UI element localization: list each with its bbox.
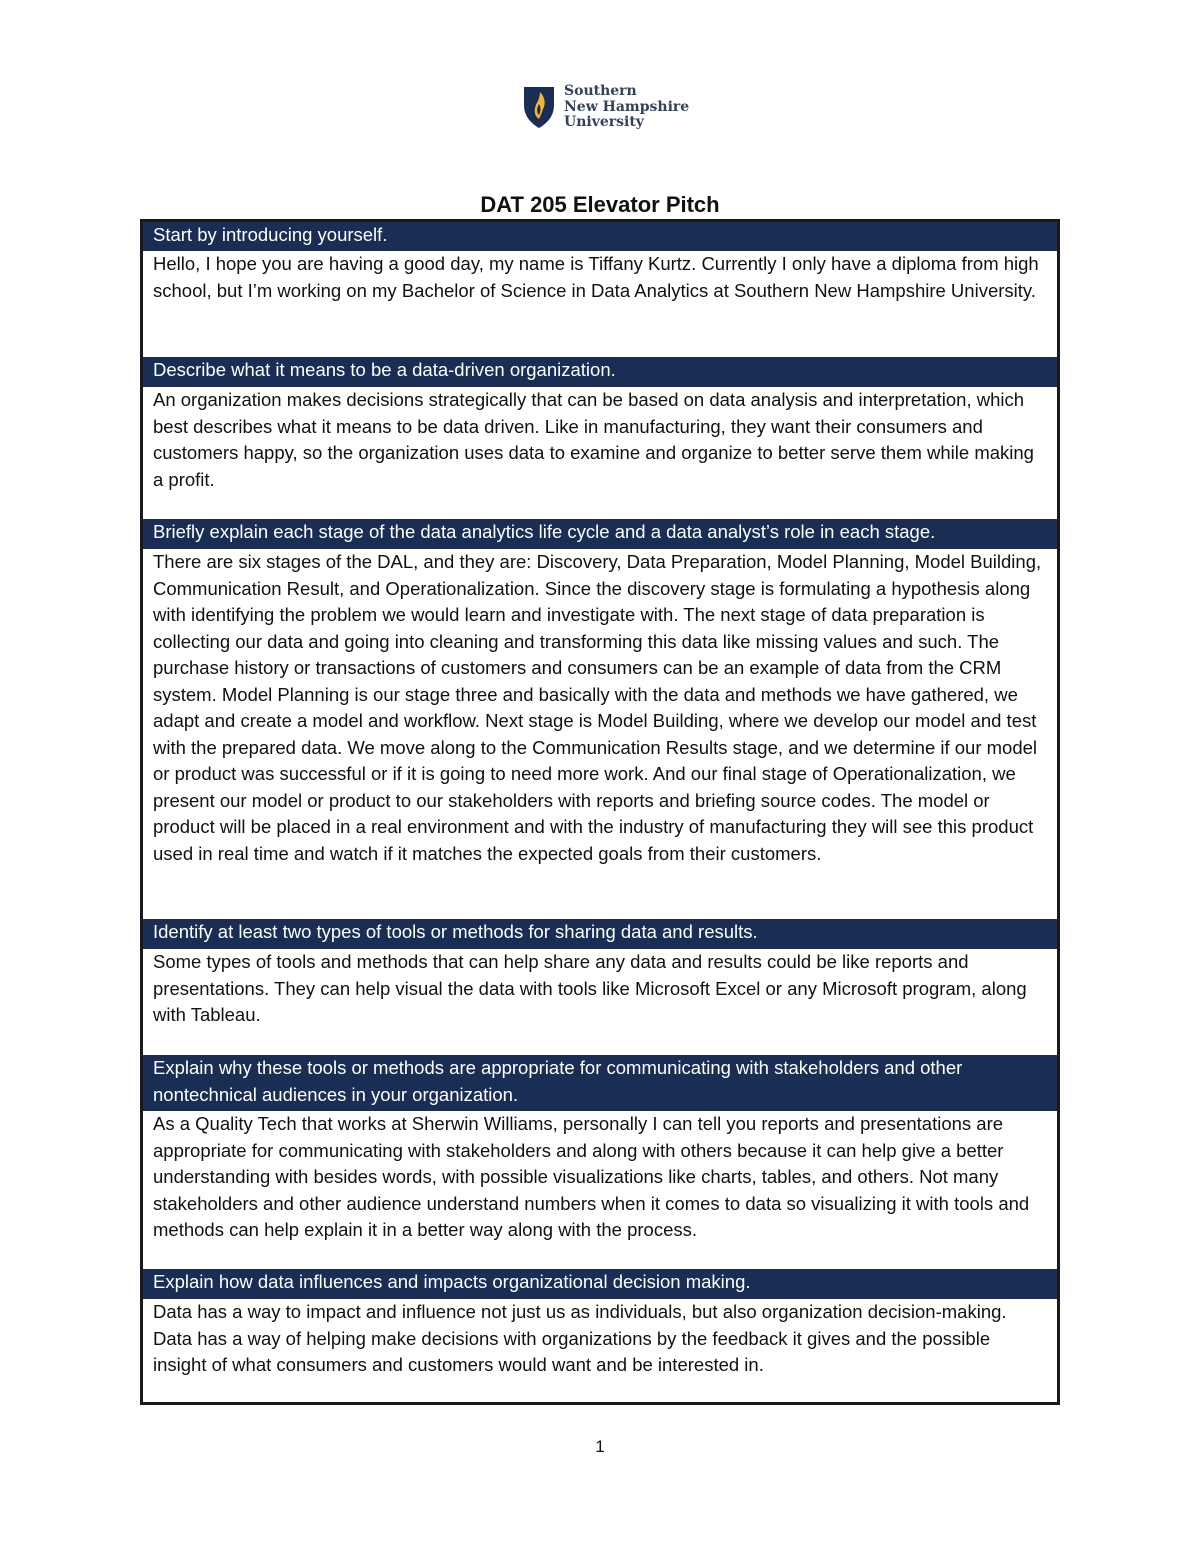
logo-line-3: University [564,114,644,130]
university-logo [522,84,689,131]
answer-life-cycle: There are six stages of the DAL, and they are: Discovery, Data Preparation, Model Planning, Model Building, Communication Result, and Operationalization. Since the discovery stage is formulating a hypothesis along with identifying the problem we would learn and investigate with. The next stage of data preparation is collecting our data and going into cleaning and transforming this data like missing values and such. The purchase history or transactions of customers and consumers can be an example of data from the CRM system. Model Planning is our stage three and basically with the data and methods we have gathered, we adapt and create a model and workflow. Next stage is Model Building, where we develop our model and test with the prepared data. We move along to the Communication Results stage, and we determine if our model or product was successful or if it is going to need more work. And our final stage of Operationalization, we present our model or product to our stakeholders with reports and briefing source codes. The model or product will be placed in a real environment and with the industry of manufacturing they will see this product used in real time and watch if it matches the expected goals from their customers. [153,551,1042,864]
question-header-sharing-tools: Identify at least two types of tools or methods for sharing data and results. [143,919,1057,949]
question-header-life-cycle: Briefly explain each stage of the data analytics life cycle and a data analyst’s role in each stage. [143,519,1057,549]
document-title: DAT 205 Elevator Pitch [480,192,720,217]
shield-flame-icon [522,85,556,129]
answer-stakeholders: As a Quality Tech that works at Sherwin Williams, personally I can tell you reports and presentations are appropriate for communicating with stakeholders and along with others because it can help give a better understanding with besides words, with possible visualizations like charts, tables, and others. Not many stakeholders and other audience understand numbers when it comes to data so visualizing it with tools and methods can help explain it in a better way along with the process. [153,1113,1030,1240]
question-header-introduce: Start by introducing yourself. [143,222,1057,251]
page-number: 1 [595,1437,605,1456]
logo-wordmark [564,84,689,131]
elevator-pitch-table [140,219,1060,1405]
logo-line-1: Southern [564,83,637,99]
answer-decision-making: Data has a way to impact and influence not just us as individuals, but also organization decision-making. Data has a way of helping make decisions with organizations by the feedback it gives and the possible insight of what consumers and customers would want and be interested in. [153,1301,1007,1375]
answer-data-driven: An organization makes decisions strategically that can be based on data analysis and interpretation, which best describes what it means to be data driven. Like in manufacturing, they want their consumers and customers happy, so the organization uses data to examine and organize to better serve them while making a profit. [153,389,1034,490]
answer-introduce: Hello, I hope you are having a good day, my name is Tiffany Kurtz. Currently I only have a diploma from high school, but I’m working on my Bachelor of Science in Data Analytics at Southern New Hampshire University. [153,253,1039,301]
question-header-stakeholders: Explain why these tools or methods are appropriate for communicating with stakeholders and other nontechnical audiences in your organization. [143,1055,1057,1111]
logo-line-2: New Hampshire [564,98,690,115]
question-header-data-driven: Describe what it means to be a data-driven organization. [143,357,1057,387]
answer-sharing-tools: Some types of tools and methods that can help share any data and results could be like reports and presentations. They can help visual the data with tools like Microsoft Excel or any Microsoft program, along with Tableau. [153,951,1027,1025]
question-header-decision-making: Explain how data influences and impacts organizational decision making. [143,1269,1057,1299]
